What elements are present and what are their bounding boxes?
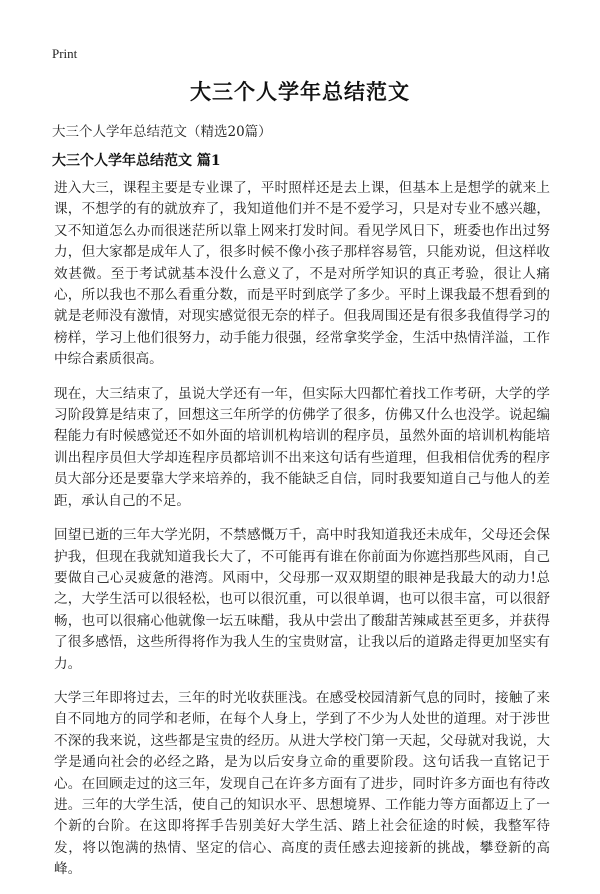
document-subtitle: 大三个人学年总结范文（精选20篇）: [52, 124, 272, 140]
section-heading: 大三个人学年总结范文 篇1: [52, 153, 221, 169]
print-link[interactable]: Print: [52, 46, 78, 61]
paragraph-1: 进入大三，课程主要是专业课了，平时照样还是去上课，但基本上是想学的就来上课，不想学的有的就放弃了，我知道他们并不是不爱学习，只是对专业不感兴趣，又不知道怎么办而很迷茫所以靠上网来打发时间。看见学风日下，班委也作出过努力，但大家都是成年人了，很多时候不像小孩子那样容易管，只能劝说，但这样收效甚微。至于考试就基本没什么意义了，不是对所学知识的真正考验，很让人痛心，所以我也不那么看重分数，而是平时到底学了多少。平时上课我最不想看到的就是老师没有激情，对现实感觉很无奈的样子。但我周围还是有很多我值得学习的榜样，学习上他们很努力，动手能力很强，经常拿奖学金，生活中热情洋溢，工作中综合素质很高。: [54, 180, 550, 368]
paragraph-2: 现在，大三结束了，虽说大学还有一年，但实际大四都忙着找工作考研，大学的学习阶段算是结束了，回想这三年所学的仿佛学了很多，仿佛又什么也没学。说起编程能力有时候感觉还不如外面的培训机构培训的程序员，虽然外面的培训机构能培训出程序员但大学却连程序员都培训不出来这句话有些道理，但我相信优秀的程序员大部分还是要靠大学来培养的，我不能缺乏自信，同时我要知道自己与他人的差距，承认自己的不足。: [54, 385, 550, 509]
paragraph-4: 大学三年即将过去，三年的时光收获匪浅。在感受校园清新气息的同时，接触了来自不同地方的同学和老师，在每个人身上，学到了不少为人处世的道理。对于涉世不深的我来说，这些都是宝贵的经历。从进大学校门第一天起，父母就对我说，大学是通向社会的必经之路，是为以后安身立命的重要阶段。这句话我一直铭记于心。在回顾走过的这三年，发现自己在许多方面有了进步，同时许多方面也有待改进。三年的大学生活，使自己的知识水平、思想境界、工作能力等方面都迈上了一个新的台阶。在这即将挥手告别美好大学生活、踏上社会征途的时候，我整军待发，将以饱满的热情、坚定的信心、高度的责任感去迎接新的挑战，攀登新的高峰。: [54, 689, 550, 878]
document-title: 大三个人学年总结范文: [190, 79, 410, 104]
paragraph-3: 回望已逝的三年大学光阴，不禁感慨万千，高中时我知道我还未成年，父母还会保护我，但现在我就知道我长大了，不可能再有谁在你前面为你遮挡那些风雨，自己要做自己心灵疲惫的港湾。风雨中，父母那一双双期望的眼神是我最大的动力!总之，大学生活可以很轻松，也可以很沉重，可以很单调，也可以很丰富，可以很舒畅，也可以很痛心他就像一坛五味醋，我从中尝出了酸甜苦辣咸甚至更多，并获得了很多感悟，这些所得将作为我人生的宝贵财富，让我以后的道路走得更加坚实有力。: [54, 527, 550, 672]
article-body: [54, 178, 550, 894]
